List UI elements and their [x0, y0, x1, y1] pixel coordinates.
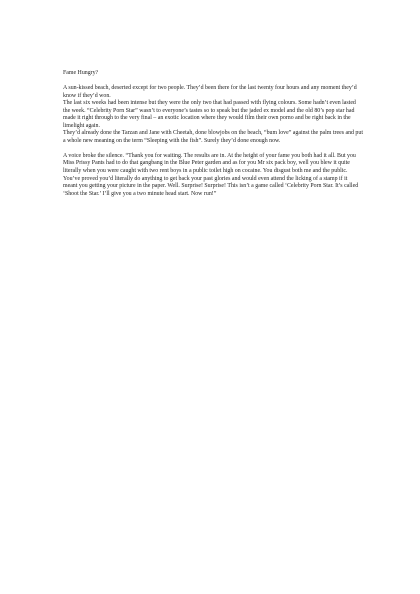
paragraph-4: A voice broke the silence. “Thank you for waiting. The results are in. At the height of your fame you both had it all. But you Miss Prissy Pants had to do that gangbang in the Blue Peter garden and as for you Mr six pack boy, well you blew it quite literally when you were caught with two rent boys in a public toilet high on cocaine. You disgust both me and the public. You’ve proved you’d literally do anything to get back your past glories and would even attend the licking of a stamp if it meant you getting your picture in the paper. Well. Surprise! Surprise! This isn’t a game called ‘Celebrity Porn Star. It’s called ‘Shoot the Star.’ I’ll give you a two minute head start. Now run!” [63, 152, 359, 197]
paragraph-3: They’d already done the Tarzan and Jane with Cheetah, done blowjobs on the beach, “bum love” against the palm trees and put a whole new meaning on the term “Sleeping with the fish”. Surely they’d done enough now. [63, 130, 363, 144]
document-page [63, 70, 363, 198]
paragraph-1: A sun-kissed beach, deserted except for two people. They’d been there for the last twenty four hours and any moment they’d know if they’d won. [63, 85, 357, 99]
paragraph-2: The last six weeks had been intense but they were the only two that had passed with flying colours. Some hadn’t even lasted the week. “Celebrity Porn Star” wasn’t to everyone’s tastes so to speak but the jaded ex model and the old 80’s pop star had made it right through to the very final – an exotic location where they would film their own porno and be right back in the limelight again. [63, 100, 356, 129]
document-title: Fame Hungry? [63, 70, 99, 76]
paragraph-gap [63, 145, 363, 153]
